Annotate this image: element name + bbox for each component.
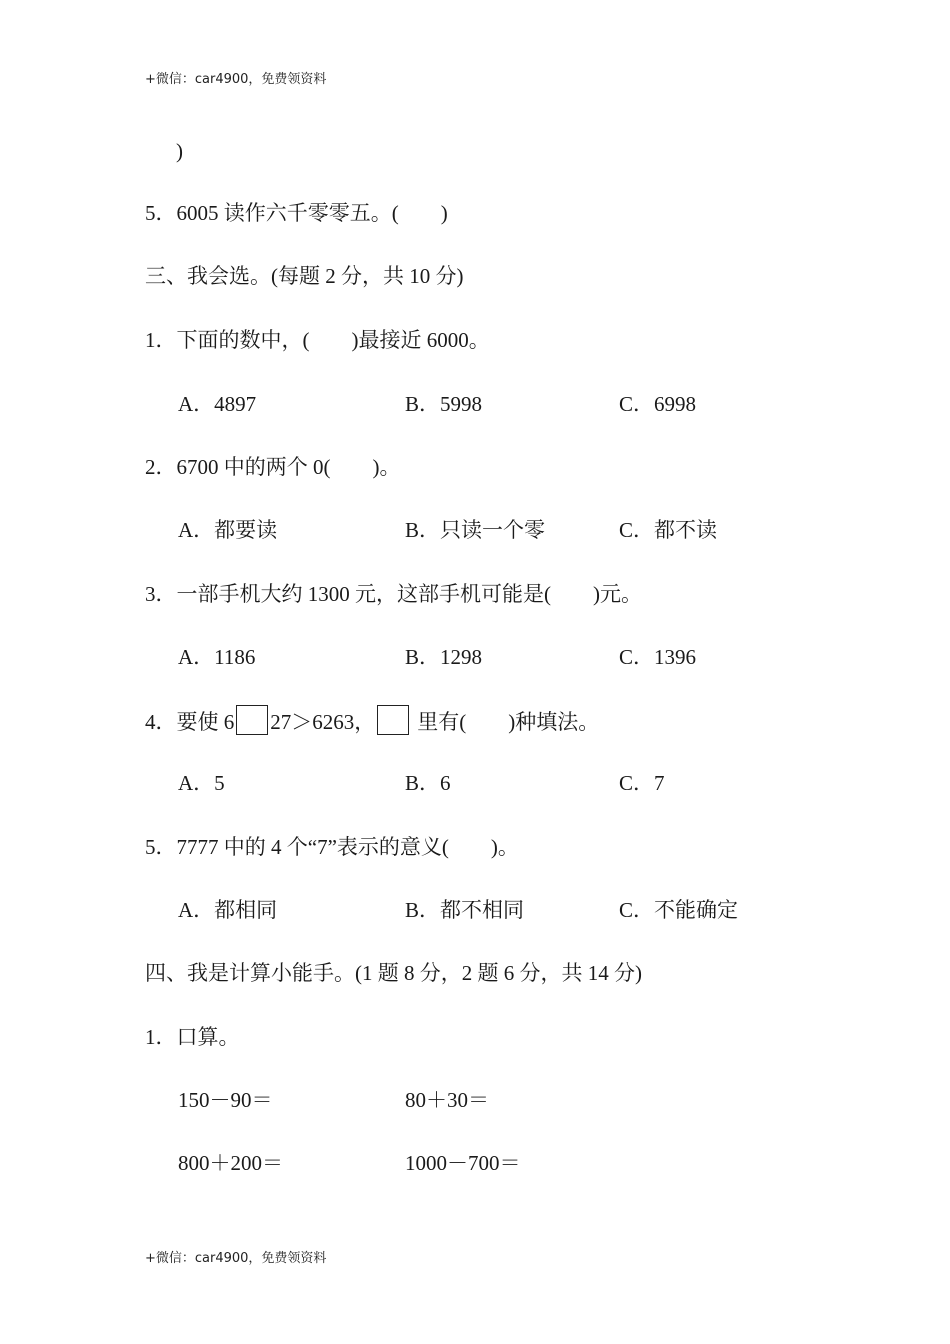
question-3-stem: 3．一部手机大约 1300 元，这部手机可能是( )元。 <box>145 582 642 606</box>
question-4-option-a: A．5 <box>178 771 225 795</box>
question-1-option-c: C．6998 <box>619 392 697 416</box>
question-1-option-b: B．5998 <box>405 392 483 416</box>
question-4-stem <box>145 705 599 735</box>
question-3-option-c: C．1396 <box>619 645 697 669</box>
calc-question-1: 1．口算。 <box>145 1025 240 1049</box>
calc-item: 80＋30＝ <box>405 1088 489 1112</box>
question-5-stem: 5．7777 中的 4 个“7”表示的意义( )。 <box>145 835 519 859</box>
blank-box <box>236 705 268 735</box>
calc-item: 1000－700＝ <box>405 1151 521 1175</box>
carry-over-paren: ) <box>176 139 183 163</box>
question-2-stem: 2．6700 中的两个 0( )。 <box>145 455 401 479</box>
question-4-option-b: B．6 <box>405 771 451 795</box>
question-5-option-c: C．不能确定 <box>619 898 739 922</box>
header-watermark: +微信：car4900，免费领资料 <box>145 72 327 87</box>
judge-item-5: 5．6005 读作六千零零五。( ) <box>145 201 448 225</box>
question-5-option-b: B．都不相同 <box>405 898 525 922</box>
question-2-option-a: A．都要读 <box>178 518 278 542</box>
question-2-option-c: C．都不读 <box>619 518 718 542</box>
section-3-title: 三、我会选。(每题 2 分，共 10 分) <box>145 264 464 288</box>
question-3-option-b: B．1298 <box>405 645 483 669</box>
question-1-option-a: A．4897 <box>178 392 257 416</box>
calc-item: 150－90＝ <box>178 1088 273 1112</box>
question-4-stem-part-a: 4．要使 6 <box>145 710 235 734</box>
question-4-option-c: C．7 <box>619 771 665 795</box>
question-3-option-a: A．1186 <box>178 645 256 669</box>
footer-watermark: +微信：car4900，免费领资料 <box>145 1251 327 1266</box>
calc-item: 800＋200＝ <box>178 1151 283 1175</box>
question-1-stem: 1．下面的数中，( )最接近 6000。 <box>145 328 490 352</box>
section-4-title: 四、我是计算小能手。(1 题 8 分，2 题 6 分，共 14 分) <box>145 961 642 985</box>
question-4-stem-part-c: 里有( )种填法。 <box>417 710 600 734</box>
question-4-stem-part-b: 27＞6263， <box>270 710 376 734</box>
question-5-option-a: A．都相同 <box>178 898 278 922</box>
question-2-option-b: B．只读一个零 <box>405 518 546 542</box>
blank-box <box>377 705 409 735</box>
